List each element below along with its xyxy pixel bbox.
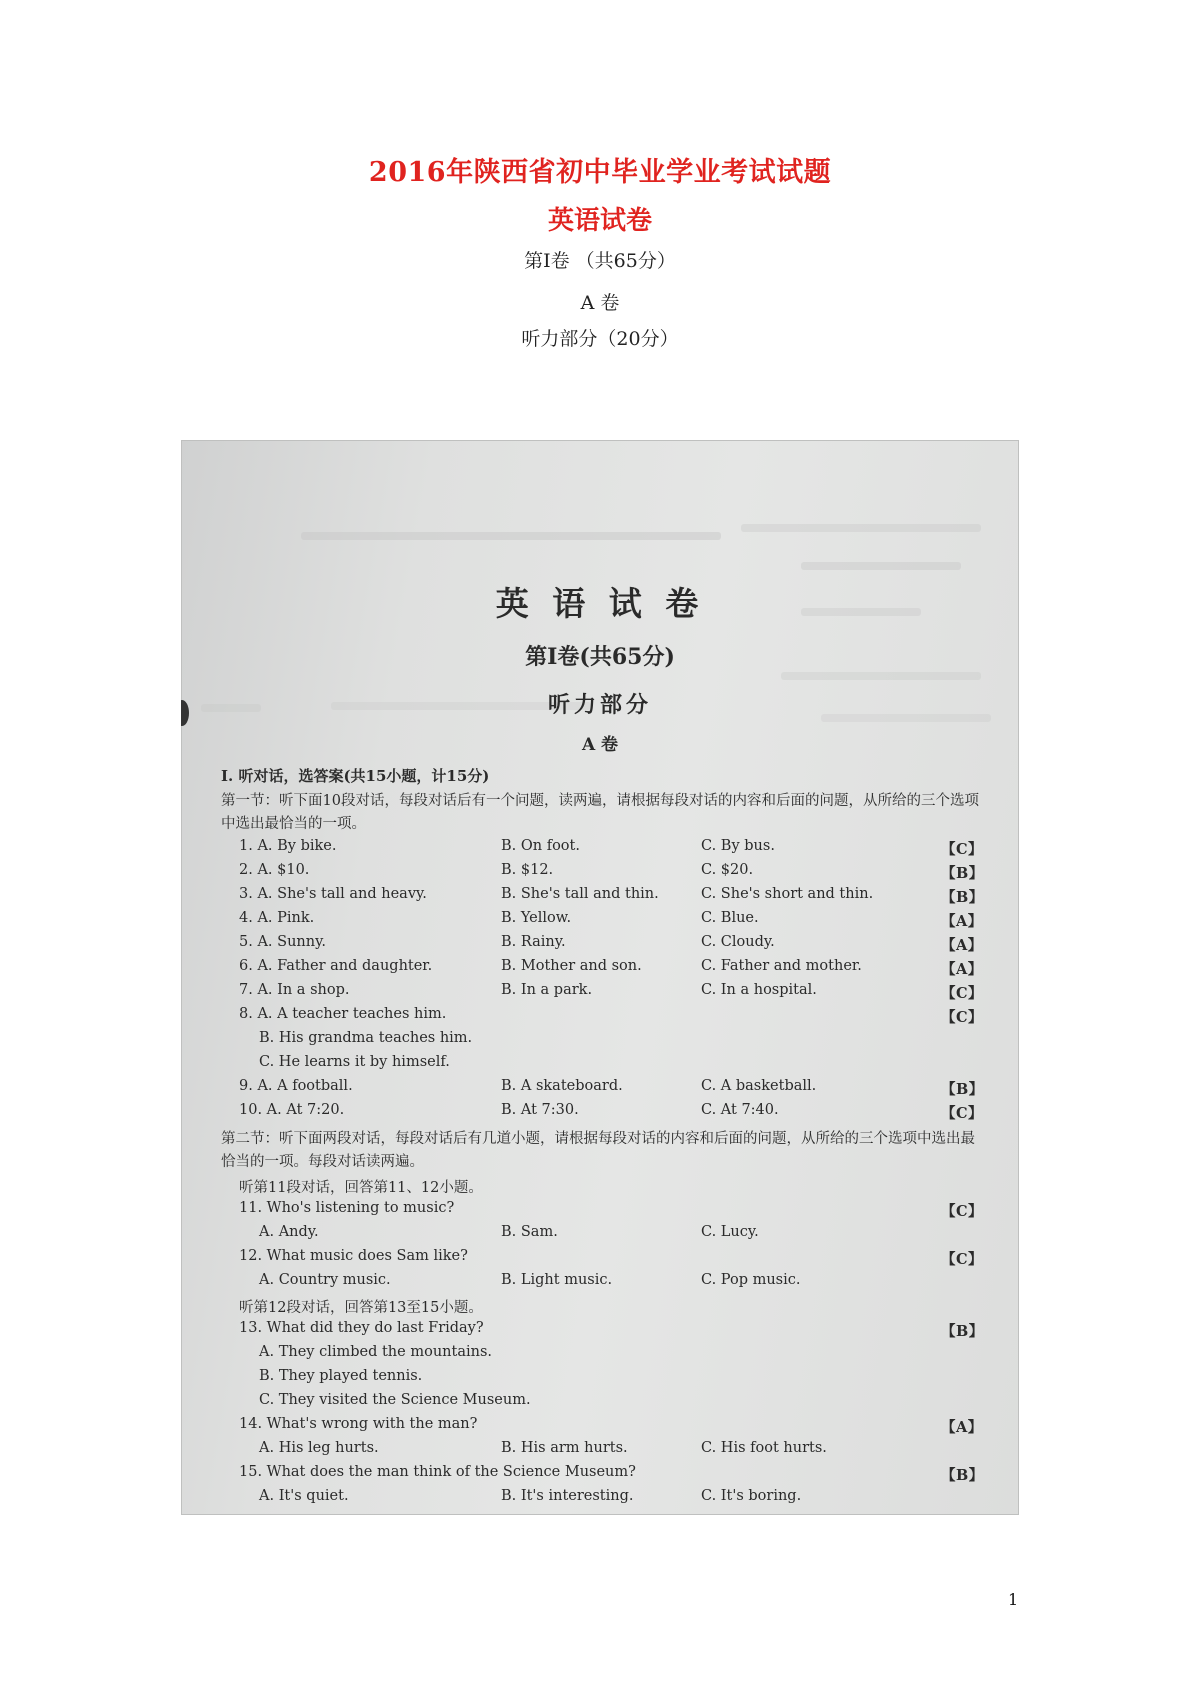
answer-mark: 【A】 bbox=[941, 937, 983, 954]
question-row: 6. A. Father and daughter. B. Mother and son. C. Father and mother. 【A】 bbox=[239, 958, 983, 978]
question-row-options: A. Andy. B. Sam. C. Lucy. bbox=[259, 1224, 759, 1240]
question-row: 13. What did they do last Friday? 【B】 bbox=[239, 1320, 984, 1340]
listen-note-11: 听第11段对话，回答第11、12小题。 bbox=[239, 1180, 483, 1196]
instruction-part2: 第二节：听下面两段对话，每段对话后有几道小题，请根据每段对话的内容和后面的问题，从所给的三个选项中选出最恰当的一项。每段对话读两遍。 bbox=[221, 1131, 975, 1170]
question-row: 1. A. By bike. B. On foot. C. By bus. 【C】 bbox=[239, 838, 984, 858]
question-row: 15. What does the man think of the Science Museum? 【B】 bbox=[239, 1464, 984, 1484]
question-row: 3. A. She's tall and heavy. B. She's tall and thin. C. She's short and thin. 【B】 bbox=[239, 886, 984, 906]
question-row: 5. A. Sunny. B. Rainy. C. Cloudy. 【A】 bbox=[239, 934, 983, 954]
question-row-option: B. His grandma teaches him. bbox=[259, 1030, 473, 1046]
photo-volume: A 卷 bbox=[581, 735, 619, 755]
question-row-option: C. He learns it by himself. bbox=[259, 1054, 450, 1070]
exam-title: 2016年陕西省初中毕业学业考试试题 bbox=[368, 157, 832, 188]
question-row: 10. A. At 7:20. B. At 7:30. C. At 7:40. 【C】 bbox=[239, 1102, 984, 1122]
answer-mark: 【B】 bbox=[941, 889, 984, 906]
question-row: 7. A. In a shop. B. In a park. C. In a hospital. 【C】 bbox=[239, 982, 984, 1002]
question-row: 8. A. A teacher teaches him. 【C】 bbox=[239, 1006, 984, 1026]
question-row-options: A. His leg hurts. B. His arm hurts. C. His foot hurts. bbox=[259, 1440, 827, 1456]
part-label: 第Ⅰ卷 （共65分） bbox=[524, 250, 676, 272]
question-row: 2. A. $10. B. $12. C. $20. 【B】 bbox=[239, 862, 984, 882]
answer-mark: 【B】 bbox=[941, 1081, 984, 1098]
page-number: 1 bbox=[1008, 1590, 1019, 1609]
question-row: 9. A. A football. B. A skateboard. C. A basketball. 【B】 bbox=[239, 1078, 984, 1098]
answer-mark: 【C】 bbox=[941, 1203, 984, 1220]
answer-mark: 【B】 bbox=[941, 865, 984, 882]
answer-mark: 【A】 bbox=[941, 913, 983, 930]
scanned-exam-photo bbox=[181, 440, 1019, 1515]
section-heading: Ⅰ. 听对话，选答案(共15小题，计15分) bbox=[221, 767, 490, 785]
instruction-part1: 第一节：听下面10段对话，每段对话后有一个问题，读两遍，请根据每段对话的内容和后面的问题，从所给的三个选项中选出最恰当的一项。 bbox=[221, 793, 979, 832]
question-row: 11. Who's listening to music? 【C】 bbox=[239, 1200, 984, 1220]
answer-mark: 【C】 bbox=[941, 1105, 984, 1122]
question-row-option: B. They played tennis. bbox=[259, 1368, 423, 1384]
photo-title: 英 语 试 卷 bbox=[495, 584, 705, 623]
question-row-options: A. It's quiet. B. It's interesting. C. It's boring. bbox=[259, 1488, 802, 1504]
answer-mark: 【B】 bbox=[941, 1467, 984, 1484]
photo-section: 听力部分 bbox=[547, 692, 652, 718]
answer-mark: 【A】 bbox=[941, 961, 983, 978]
question-row-option: C. They visited the Science Museum. bbox=[259, 1392, 531, 1408]
answer-mark: 【B】 bbox=[941, 1323, 984, 1340]
question-row-options: A. Country music. B. Light music. C. Pop music. bbox=[259, 1272, 801, 1288]
listen-note-12: 听第12段对话，回答第13至15小题。 bbox=[239, 1300, 483, 1316]
question-row-option: A. They climbed the mountains. bbox=[259, 1344, 492, 1360]
question-row: 14. What's wrong with the man? 【A】 bbox=[239, 1416, 983, 1436]
photo-part: 第Ⅰ卷(共65分) bbox=[525, 644, 675, 670]
section-label: 听力部分（20分） bbox=[521, 328, 679, 350]
answer-mark: 【C】 bbox=[941, 985, 984, 1002]
answer-mark: 【A】 bbox=[941, 1419, 983, 1436]
volume-label: A 卷 bbox=[580, 292, 620, 314]
exam-subtitle: 英语试卷 bbox=[547, 206, 652, 236]
answer-mark: 【C】 bbox=[941, 1251, 984, 1268]
answer-mark: 【C】 bbox=[941, 841, 984, 858]
question-row: 12. What music does Sam like? 【C】 bbox=[239, 1248, 984, 1268]
question-row: 4. A. Pink. B. Yellow. C. Blue. 【A】 bbox=[239, 910, 983, 930]
answer-mark: 【C】 bbox=[941, 1009, 984, 1026]
